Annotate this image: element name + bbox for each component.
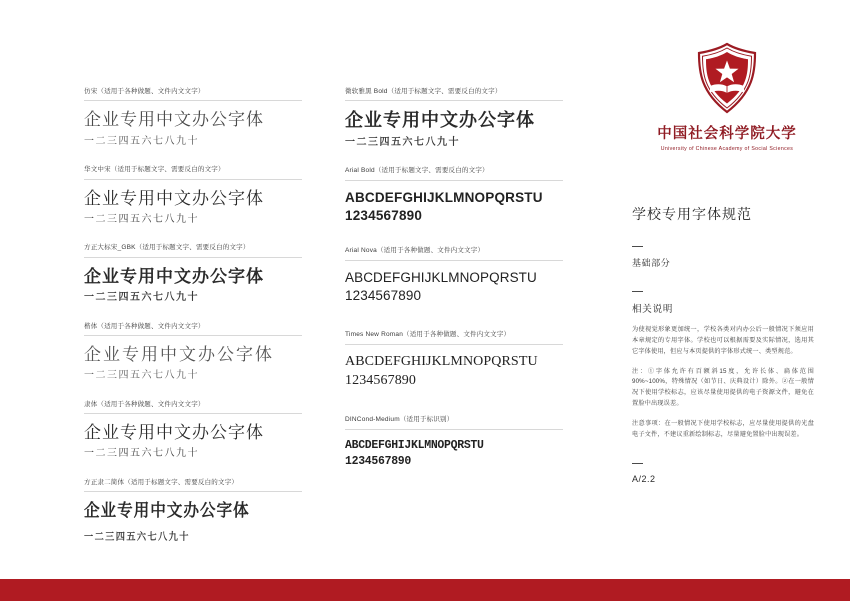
font-spec-heading: 楷体（适用于各种做题、文件内文文字） <box>84 323 302 336</box>
note-paragraph: 注：①字体允许有百额斜15度，允许长体、扁体范围90%~100%，特殊情况（如节日、庆典设计）除外。②在一般情况下使用学校标志，应该尽量使用提供的电子资源文件，避免在置脸中出现误差。 <box>632 367 814 408</box>
font-spec-block <box>84 479 302 545</box>
section-label: 基础部分 <box>632 258 671 268</box>
font-sample-numerals: 一二三四五六七八九十 <box>84 135 199 147</box>
font-spec-heading: 方正大标宋_GBK（适用于标题文字、需要反白的文字） <box>84 244 302 257</box>
font-sample-numerals: 一二三四五六七八九十 <box>84 448 199 460</box>
font-sample-latin-upper: ABCDEFGHIJKLMNOPQRSTU <box>345 353 538 369</box>
font-sample-numerals: 一二三四五六七八九十 <box>84 292 199 304</box>
ucass-emblem-icon <box>691 42 763 114</box>
font-spec-block <box>84 88 302 148</box>
font-spec-block <box>84 323 302 383</box>
font-sample-numerals: 一二三四五六七八九十 <box>84 531 190 543</box>
font-sample-latin-digits: 1234567890 <box>345 287 422 303</box>
font-spec-block <box>345 88 563 149</box>
font-spec-block <box>345 331 563 390</box>
font-spec-heading: 华文中宋（适用于标题文字、需要反白的文字） <box>84 166 302 179</box>
font-sample-text: 企业专用中文办公字体 <box>84 266 264 286</box>
font-sample-latin-upper: ABCDEFGHIJKLMNOPQRSTU <box>345 189 543 205</box>
font-spec-column-left <box>84 88 302 563</box>
university-name-en: University of Chinese Academy of Social Sciences <box>660 146 794 152</box>
font-spec-heading: 隶体（适用于各种做题、文件内文文字） <box>84 401 302 414</box>
note-paragraph: 为使视觉形象更加统一，学校各类对内办公后一般情况下须应用本章规定的专用字体。学校也可以根据需要及实际情况，选用其它字体使用，但应与本页提供的字体形式统一、类型规范。 <box>632 326 814 355</box>
font-sample-latin-upper: ABCDEFGHIJKLMNOPQRSTU <box>345 269 537 285</box>
font-spec-block <box>84 244 302 304</box>
font-sample-numerals: 一二三四五六七八九十 <box>84 370 199 382</box>
font-sample-numerals: 一二三四五六七八九十 <box>84 213 199 225</box>
font-spec-block <box>345 416 563 470</box>
font-spec-block <box>345 167 563 225</box>
font-sample-text: 企业专用中文办公字体 <box>84 345 274 364</box>
font-spec-block <box>345 247 563 305</box>
font-spec-heading: 微软雅黑 Bold（适用于标题文字、需要反白的文字） <box>345 88 563 101</box>
font-sample-text: 企业专用中文办公字体 <box>84 501 250 521</box>
divider-dash <box>632 246 643 247</box>
font-spec-heading: Arial Bold（适用于标题文字、需要反白的文字） <box>345 167 563 180</box>
font-spec-heading: Times New Roman（适用于各种做题、文件内文文字） <box>345 331 563 344</box>
font-sample-latin-digits: 1234567890 <box>345 454 412 468</box>
font-spec-heading: DINCond-Medium（适用于标识别） <box>345 416 563 429</box>
page-number: A/2.2 <box>632 473 656 484</box>
footer-bar <box>0 579 850 601</box>
font-sample-text: 企业专用中文办公字体 <box>345 110 535 131</box>
note-paragraph: 注意事项：在一般情况下使用学校标志，应尽量使用提供的光盘电子文件，不建议重新绘制标志，尽量避免置脸中出现误差。 <box>632 419 814 438</box>
divider-dash <box>632 291 643 292</box>
font-sample-text: 企业专用中文办公字体 <box>84 110 264 130</box>
font-spec-heading: Arial Nova（适用于各种做题、文件内文文字） <box>345 247 563 260</box>
divider-dash <box>632 463 643 464</box>
notes-body <box>632 325 814 441</box>
notes-title: 相关说明 <box>632 304 674 315</box>
font-sample-text: 企业专用中文办公字体 <box>84 188 264 208</box>
sidebar <box>632 42 822 484</box>
font-spec-heading: 仿宋（适用于各种做题、文件内文文字） <box>84 88 302 101</box>
university-name-cn: 中国社会科学院大学 <box>657 126 797 142</box>
font-sample-latin-digits: 1234567890 <box>345 208 423 224</box>
font-sample-text: 企业专用中文办公字体 <box>84 423 264 443</box>
font-spec-block <box>84 401 302 461</box>
font-spec-heading: 方正隶二简体（适用于标题文字、需要反白的文字） <box>84 479 302 492</box>
logo-block <box>632 42 822 152</box>
font-sample-latin-upper: ABCDEFGHIJKLMNOPQRSTU <box>345 438 484 452</box>
font-sample-numerals: 一二三四五六七八九十 <box>345 136 460 148</box>
page-title: 学校专用字体规范 <box>632 206 752 222</box>
font-sample-latin-digits: 1234567890 <box>345 372 416 388</box>
font-spec-block <box>84 166 302 226</box>
font-spec-column-right <box>345 88 563 488</box>
